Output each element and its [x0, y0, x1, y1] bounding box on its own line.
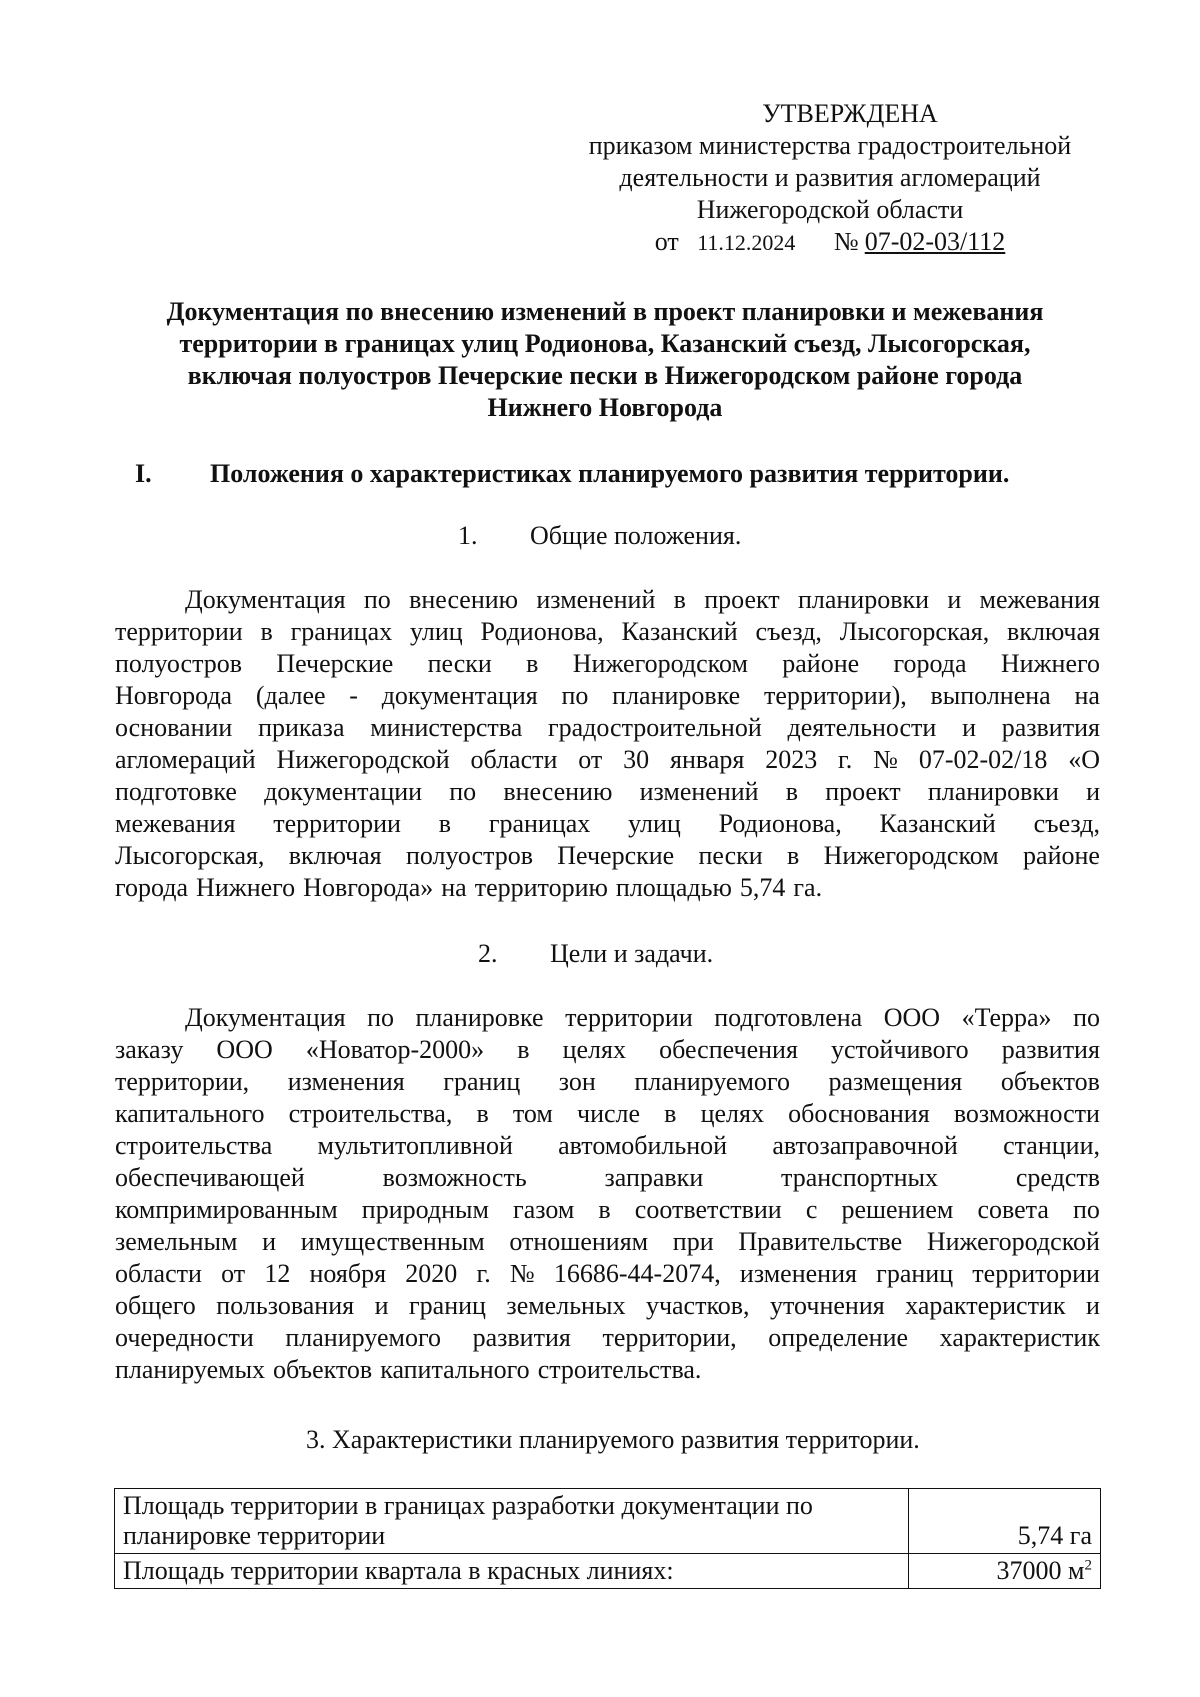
word: развития	[1001, 713, 1100, 742]
word: развития	[472, 1323, 571, 1352]
word: г.	[838, 745, 853, 774]
word: планируемого	[285, 1323, 441, 1352]
word: ООО	[883, 1003, 941, 1032]
word: средств	[1015, 1163, 1100, 1192]
paragraph-line	[115, 680, 1100, 712]
word: и	[947, 585, 962, 614]
word: «Терра»	[961, 1003, 1052, 1032]
paragraph-line	[115, 1322, 1100, 1354]
word: документации	[264, 777, 423, 806]
word: Нижнего	[196, 873, 296, 902]
word: 30	[623, 745, 650, 774]
word: границ	[408, 1291, 486, 1320]
paragraph-line	[115, 1002, 1100, 1034]
word: капитального	[380, 1355, 530, 1384]
word: пески	[698, 841, 763, 870]
paragraph-line	[115, 1130, 1100, 1162]
word: улиц	[409, 617, 463, 646]
word: земельным	[115, 1227, 238, 1256]
word: размещения	[828, 1067, 963, 1096]
word: 5,74	[739, 873, 786, 902]
word: территории),	[763, 681, 907, 710]
word: с	[805, 1195, 818, 1224]
word: 16686-44-2074,	[553, 1259, 721, 1288]
word: подготовлена	[714, 1003, 863, 1032]
word: градостроительной	[547, 713, 762, 742]
approval-date: 11.12.2024	[697, 230, 796, 255]
word: по	[1073, 1003, 1100, 1032]
word: территории	[273, 809, 401, 838]
subsection-number: 2.	[478, 939, 498, 968]
word: очередности	[115, 1323, 254, 1352]
word: в	[664, 1099, 677, 1128]
word: природным	[361, 1195, 489, 1224]
word: ООО	[216, 1035, 273, 1064]
word: съезд,	[1033, 809, 1100, 838]
word: автозаправочной	[772, 1131, 958, 1160]
word: газом	[513, 1195, 575, 1224]
word: границ	[443, 1067, 521, 1096]
word: по	[363, 585, 391, 614]
word: на	[441, 873, 467, 902]
word: проект	[704, 585, 780, 614]
from-label: от	[654, 227, 679, 256]
word: территории,	[115, 1067, 250, 1096]
title-line-2: территории в границах улиц Родионова, Казанский съезд, Лысогорская,	[179, 329, 1031, 358]
word: «О	[1068, 745, 1100, 774]
word: города	[115, 873, 189, 902]
word: Нижегородском	[823, 841, 999, 870]
word: объектов	[273, 1355, 373, 1384]
word: автомобильной	[558, 1131, 728, 1160]
word: заказу	[115, 1035, 184, 1064]
word: по	[449, 777, 477, 806]
word: основании	[115, 713, 233, 742]
word: г.	[476, 1259, 491, 1288]
word: Документация	[185, 585, 346, 614]
paragraph-line	[115, 1258, 1100, 1290]
word: Казанский	[879, 809, 996, 838]
word: Лысогорская,	[115, 841, 265, 870]
word: строительства,	[288, 1099, 453, 1128]
row2-value: 37000 м	[996, 1556, 1085, 1585]
word: выполнена	[930, 681, 1051, 710]
word: районе	[1023, 841, 1100, 870]
word: развития	[1001, 1035, 1100, 1064]
word: и	[1086, 777, 1100, 806]
word: №	[509, 1259, 535, 1288]
word: планировке	[612, 681, 741, 710]
word: Нижегородской	[276, 745, 450, 774]
word: зон	[558, 1067, 596, 1096]
word: строительства.	[537, 1355, 702, 1384]
word: целях	[562, 1035, 626, 1064]
word: в	[785, 777, 799, 806]
paragraph-line	[115, 584, 1100, 616]
approval-date-line	[560, 226, 1100, 259]
word: га.	[793, 873, 823, 902]
word: от	[578, 745, 603, 774]
word: общего	[115, 1291, 196, 1320]
word: в	[673, 585, 686, 614]
word: обоснования	[788, 1099, 930, 1128]
word: обеспечения	[659, 1035, 798, 1064]
section-roman-numeral: I.	[135, 459, 152, 488]
title-line-3: включая полуостров Печерские пески в Нижегородском районе города	[187, 361, 1023, 390]
paragraph-line	[115, 616, 1100, 648]
word: в	[526, 649, 539, 678]
word: Документация	[185, 1003, 346, 1032]
word: в	[260, 617, 273, 646]
row1-label-line-2: планировке территории	[123, 1521, 386, 1550]
word: районе	[782, 649, 860, 678]
word: документация	[381, 681, 538, 710]
word: Родионова,	[718, 809, 842, 838]
word: изменения	[739, 1259, 857, 1288]
table-cell-label: Площадь территории квартала в красных линиях:	[115, 1554, 909, 1589]
subsection-number: 1.	[458, 521, 478, 550]
word: обеспечивающей	[115, 1163, 305, 1192]
word: Печерские	[276, 649, 394, 678]
word: области	[115, 1259, 202, 1288]
paragraph-goals	[115, 1002, 1100, 1386]
word: транспортных	[781, 1163, 939, 1192]
word: в	[517, 1035, 530, 1064]
word: съезд,	[755, 617, 822, 646]
word: том	[512, 1099, 553, 1128]
word: в	[786, 841, 800, 870]
word: в	[438, 809, 451, 838]
row1-label-line-1: Площадь территории в границах разработки документации по	[123, 1491, 813, 1520]
word: территории,	[602, 1323, 737, 1352]
word: заправки	[604, 1163, 704, 1192]
word: станции,	[1003, 1131, 1100, 1160]
paragraph-line	[115, 1066, 1100, 1098]
word: министерства	[370, 713, 523, 742]
word: и	[1085, 1291, 1100, 1320]
word: Нижнего	[1000, 649, 1100, 678]
approval-line-2: деятельности и развития агломераций	[619, 163, 1041, 192]
approval-stamp	[560, 98, 1100, 259]
word: земельных	[506, 1291, 626, 1320]
approval-line-1: приказом министерства градостроительной	[588, 131, 1072, 160]
word: территории	[115, 617, 243, 646]
document-title	[115, 296, 1095, 424]
word: Казанский	[621, 617, 738, 646]
word: площадью	[615, 873, 732, 902]
characteristics-table	[114, 1488, 1101, 1589]
row2-value-superscript: 2	[1084, 1557, 1092, 1574]
paragraph-line	[115, 1354, 1100, 1386]
word: по	[367, 1003, 394, 1032]
word: ноября	[309, 1259, 387, 1288]
word: 2023	[765, 745, 818, 774]
paragraph-line	[115, 744, 1100, 776]
paragraph-line	[115, 872, 1100, 904]
word: подготовке	[115, 777, 237, 806]
word: планировки	[797, 585, 930, 614]
word: и	[374, 1291, 389, 1320]
paragraph-line	[115, 840, 1100, 872]
word: 12	[264, 1259, 291, 1288]
word: планировки	[927, 777, 1059, 806]
paragraph-line	[115, 1098, 1100, 1130]
word: включая	[1007, 617, 1100, 646]
approved-label: УТВЕРЖДЕНА	[762, 99, 938, 128]
word: межевания	[979, 585, 1100, 614]
word: изменений	[536, 585, 656, 614]
word: Новгорода	[115, 681, 233, 710]
order-number: 07-02-03/112	[864, 227, 1006, 256]
word: объектов	[1000, 1067, 1100, 1096]
word: 2020	[405, 1259, 458, 1288]
paragraph-line	[115, 1034, 1100, 1066]
word: включая	[288, 841, 382, 870]
word: по	[1073, 1195, 1100, 1224]
number-label: №	[833, 227, 859, 256]
word: и	[262, 1227, 277, 1256]
word: в	[476, 1099, 489, 1128]
word: внесению	[409, 585, 519, 614]
word: уточнения	[770, 1291, 885, 1320]
word: определение	[768, 1323, 909, 1352]
word: января	[670, 745, 745, 774]
word: планируемого	[634, 1067, 790, 1096]
word: внесению	[503, 777, 613, 806]
paragraph-general	[115, 584, 1100, 904]
word: возможность	[382, 1163, 527, 1192]
word: территории	[972, 1259, 1100, 1288]
word: характеристик	[939, 1323, 1100, 1352]
word: деятельности	[787, 713, 937, 742]
word: полуостров	[115, 649, 243, 678]
word: проект	[825, 777, 901, 806]
approval-line-3: Нижегородской области	[696, 195, 964, 224]
paragraph-line	[115, 1162, 1100, 1194]
word: по	[561, 681, 589, 710]
word: города	[893, 649, 967, 678]
word: в	[598, 1195, 611, 1224]
word: и	[962, 713, 976, 742]
title-line-4: Нижнего Новгорода	[487, 393, 723, 422]
paragraph-line	[115, 712, 1100, 744]
subsection-heading-2	[478, 938, 713, 970]
word: отношениям	[509, 1227, 649, 1256]
word: мультитопливной	[317, 1131, 513, 1160]
table-cell-value	[909, 1554, 1101, 1589]
word: Правительстве	[738, 1227, 903, 1256]
word: Печерские	[557, 841, 675, 870]
paragraph-line	[115, 1226, 1100, 1258]
word: строительства	[115, 1131, 273, 1160]
word: решением	[841, 1195, 954, 1224]
word: территорию	[474, 873, 608, 902]
word: Лысогорская,	[839, 617, 990, 646]
paragraph-line	[115, 808, 1100, 840]
section-title: Положения о характеристиках планируемого развития территории.	[210, 459, 1010, 488]
word: Нижегородском	[572, 649, 748, 678]
word: Родионова,	[480, 617, 604, 646]
word: числе	[577, 1099, 641, 1128]
subsection-title: Общие положения.	[530, 521, 742, 550]
paragraph-line	[115, 776, 1100, 808]
word: капитального	[115, 1099, 265, 1128]
word: №	[873, 745, 898, 774]
word: «Новатор-2000»	[305, 1035, 485, 1064]
word: пески	[427, 649, 492, 678]
paragraph-line	[115, 648, 1100, 680]
word: Новгорода»	[303, 873, 434, 902]
word: имущественным	[300, 1227, 485, 1256]
word: границ	[876, 1259, 954, 1288]
subsection-title: Цели и задачи.	[550, 939, 714, 968]
word: Нижегородской	[926, 1227, 1100, 1256]
table-row	[115, 1554, 1101, 1589]
subsection-heading-3	[306, 1424, 920, 1456]
word: планировке	[415, 1003, 544, 1032]
word: участков,	[645, 1291, 750, 1320]
subsection-heading-1	[458, 520, 741, 552]
word: межевания	[115, 809, 236, 838]
word: улиц	[628, 809, 681, 838]
word: границах	[488, 809, 591, 838]
word: (далее	[255, 681, 326, 710]
word: целях	[700, 1099, 764, 1128]
word: компримированным	[115, 1195, 338, 1224]
paragraph-line	[115, 1290, 1100, 1322]
word: возможности	[953, 1099, 1100, 1128]
word: соответствии	[634, 1195, 782, 1224]
word: агломераций	[115, 745, 256, 774]
subsection-title: 3. Характеристики планируемого развития территории.	[306, 1425, 920, 1454]
table-cell-label	[115, 1489, 909, 1554]
word: планируемых	[115, 1355, 266, 1384]
word: от	[221, 1259, 246, 1288]
word: при	[672, 1227, 714, 1256]
table-cell-value: 5,74 га	[909, 1489, 1101, 1554]
paragraph-line	[115, 1194, 1100, 1226]
word: приказа	[258, 713, 345, 742]
word: границах	[290, 617, 393, 646]
word: территории	[565, 1003, 693, 1032]
table-row	[115, 1489, 1101, 1554]
word: на	[1074, 681, 1100, 710]
word: полуостров	[405, 841, 533, 870]
word: пользования	[216, 1291, 355, 1320]
word: области	[470, 745, 558, 774]
word: 07-02-02/18	[918, 745, 1048, 774]
word: устойчивого	[831, 1035, 969, 1064]
word: изменений	[639, 777, 759, 806]
word: -	[349, 681, 358, 710]
word: совета	[977, 1195, 1049, 1224]
word: характеристик	[905, 1291, 1066, 1320]
word: изменения	[287, 1067, 405, 1096]
title-line-1: Документация по внесению изменений в проект планировки и межевания	[166, 297, 1044, 326]
